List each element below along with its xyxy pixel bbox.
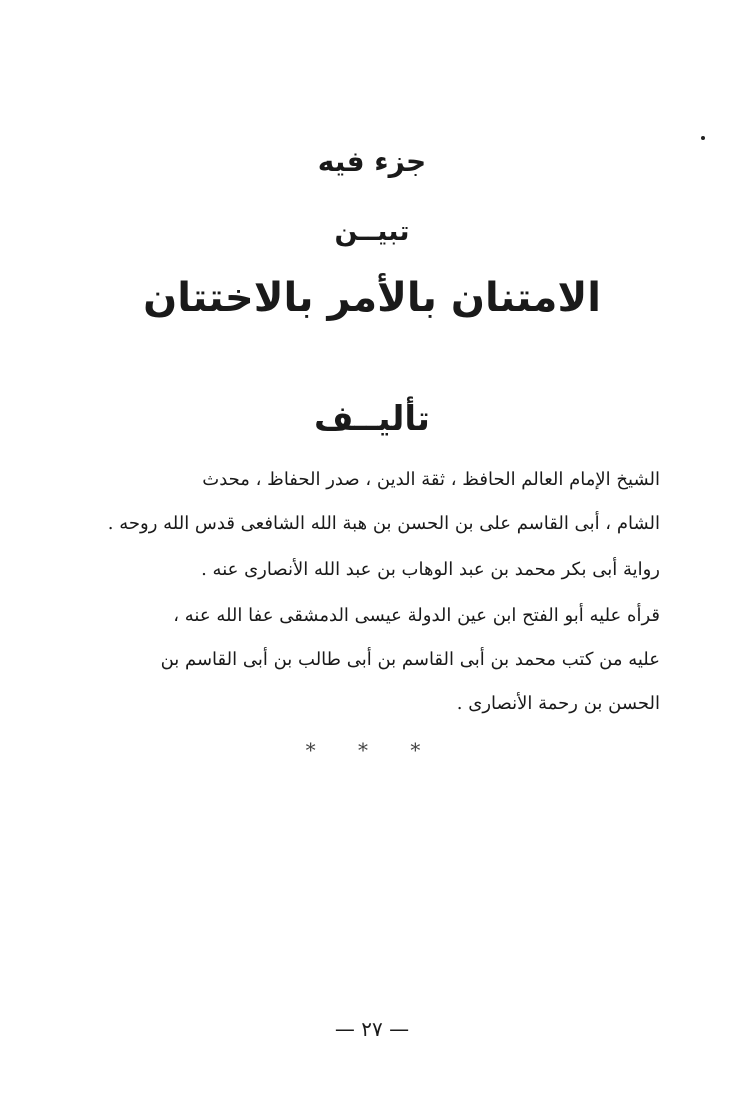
reading-line-3: الحسن بن رحمة الأنصارى .	[456, 693, 660, 714]
page-number: — ٢٧ —	[334, 1017, 410, 1041]
reading-line-1: قرأه عليه أبو الفتح ابن عين الدولة عيسى الدمشقى عفا الله عنه ،	[173, 605, 660, 626]
page-title: الامتنان بالأمر بالاختتان	[143, 275, 601, 321]
reading-line-2: عليه من كتب محمد بن أبى القاسم بن أبى طالب بن أبى القاسم بن	[160, 649, 660, 670]
author-line-1: الشيخ الإمام العالم الحافظ ، ثقة الدين ، صدر الحفاظ ، محدث	[202, 469, 660, 490]
ornament-stars: * * *	[305, 738, 439, 762]
part-heading: جزء فيه	[317, 145, 427, 178]
narration-paragraph	[100, 548, 660, 592]
authorship-heading: تأليــف	[314, 399, 430, 439]
ink-dot	[701, 136, 705, 140]
author-paragraph	[100, 458, 660, 546]
subtitle-heading: تبيــن	[334, 216, 410, 247]
author-line-2: الشام ، أبى القاسم على بن الحسن بن هبة الله الشافعى قدس الله روحه .	[107, 513, 660, 534]
narration-line: رواية أبى بكر محمد بن عبد الوهاب بن عبد الله الأنصارى عنه .	[201, 559, 660, 580]
reading-paragraph	[100, 594, 660, 726]
